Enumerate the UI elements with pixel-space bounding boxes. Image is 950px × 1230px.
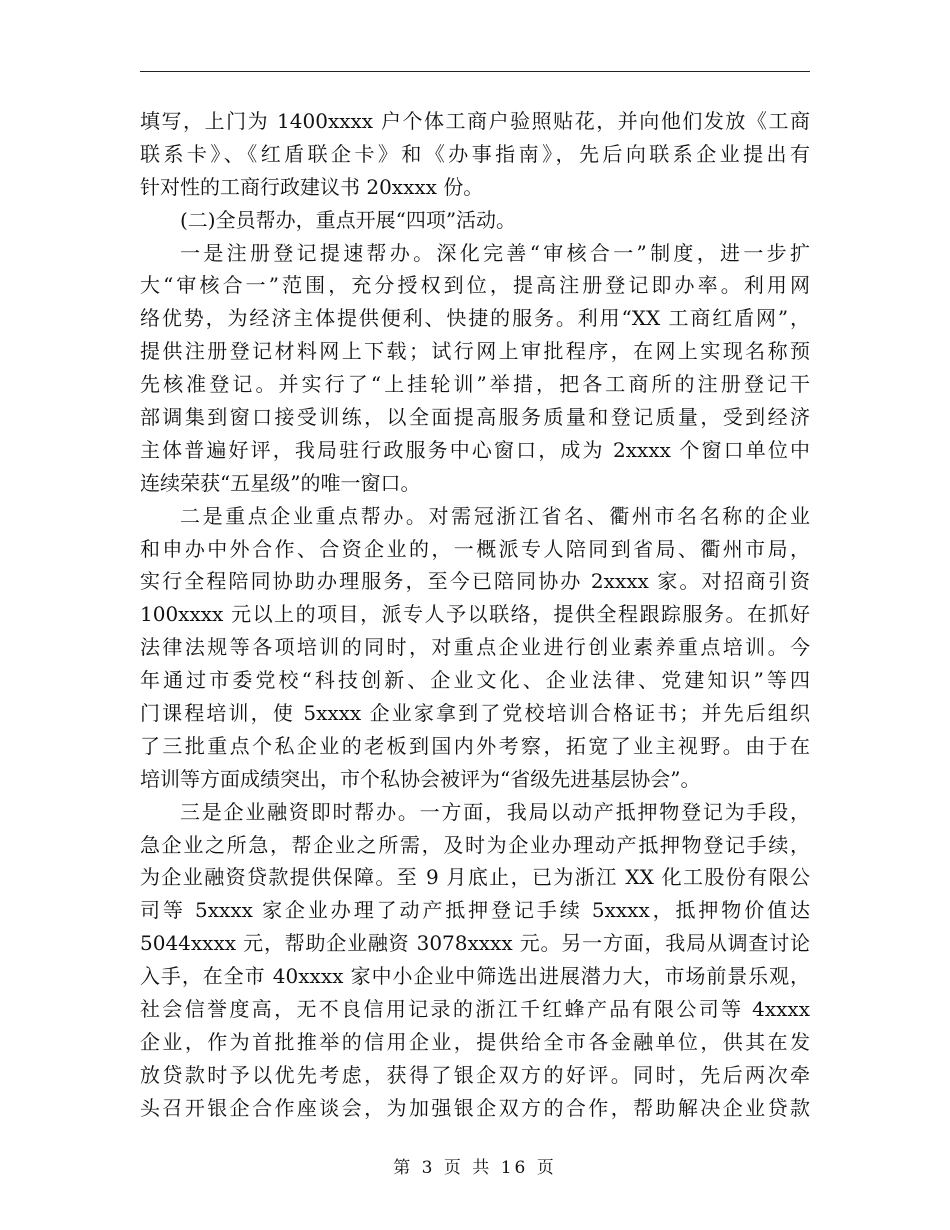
text-line: 了三批重点个私企业的老板到国内外考察，拓宽了业主视野。由于在 [140, 733, 810, 758]
text-line: 部调集到窗口接受训练，以全面提高服务质量和登记质量，受到经济 [140, 405, 810, 430]
paragraph-start: 三是企业融资即时帮办。一方面，我局以动产抵押物登记为手段， [180, 799, 810, 824]
text-line: 针对性的工商行政建议书 20xxxx 份。 [140, 174, 484, 199]
text-line: 企业，作为首批推举的信用企业，提供给全市各金融单位，供其在发 [140, 1029, 810, 1054]
text-line: 为企业融资贷款提供保障。至 9 月底止，已为浙江 XX 化工股份有限公 [140, 865, 810, 890]
text-line: 和申办中外合作、合资企业的，一概派专人陪同到省局、衢州市局， [140, 536, 810, 561]
text-line: 连续荣获“五星级”的唯一窗口。 [140, 470, 421, 495]
text-line: 法律法规等各项培训的同时，对重点企业进行创业素养重点培训。今 [140, 635, 810, 660]
text-line: 放贷款时予以优先考虑，获得了银企双方的好评。同时，先后两次牵 [140, 1062, 810, 1087]
text-line: 门课程培训，使 5xxxx 企业家拿到了党校培训合格证书；并先后组织 [140, 701, 810, 726]
text-line: 年通过市委党校“科技创新、企业文化、企业法律、党建知识”等四 [140, 668, 810, 693]
text-line: 络优势，为经济主体提供便利、快捷的服务。利用“XX 工商红盾网”， [140, 306, 810, 331]
section-heading: (二)全员帮办，重点开展“四项”活动。 [180, 207, 517, 232]
text-line: 100xxxx 元以上的项目，派专人予以联络，提供全程跟踪服务。在抓好 [140, 602, 810, 627]
header-rule [140, 71, 810, 72]
document-body [140, 105, 810, 1125]
text-line: 联系卡》、《红盾联企卡》和《办事指南》，先后向联系企业提出有 [140, 141, 810, 166]
text-line: 入手，在全市 40xxxx 家中小企业中筛选出进展潜力大，市场前景乐观， [140, 964, 810, 989]
paragraph-start: 二是重点企业重点帮办。对需冠浙江省名、衢州市名名称的企业 [180, 503, 810, 528]
text-line: 实行全程陪同协助办理服务，至今已陪同协办 2xxxx 家。对招商引资 [140, 569, 810, 594]
text-line: 头召开银企合作座谈会，为加强银企双方的合作，帮助解决企业贷款 [140, 1095, 810, 1120]
text-line: 5044xxxx 元，帮助企业融资 3078xxxx 元。另一方面，我局从调查讨论 [140, 931, 810, 956]
text-line: 先核准登记。并实行了“上挂轮训”举措，把各工商所的注册登记干 [140, 372, 810, 397]
text-line: 填写，上门为 1400xxxx 户个体工商户验照贴花，并向他们发放《工商 [140, 109, 810, 133]
text-line: 主体普遍好评，我局驻行政服务中心窗口，成为 2xxxx 个窗口单位中 [140, 437, 810, 462]
text-line: 社会信誉度高，无不良信用记录的浙江千红蜂产品有限公司等 4xxxx [140, 997, 810, 1022]
text-line: 急企业之所急，帮企业之所需，及时为企业办理动产抵押物登记手续， [140, 832, 810, 857]
text-line: 培训等方面成绩突出，市个私协会被评为“省级先进基层协会”。 [140, 766, 701, 791]
text-line: 大“审核合一”范围，充分授权到位，提高注册登记即办率。利用网 [140, 273, 810, 298]
paragraph-start: 一是注册登记提速帮办。深化完善“审核合一”制度，进一步扩 [180, 240, 810, 265]
page-number-footer: 第 3 页 共 16 页 [393, 1158, 557, 1178]
text-line: 司等 5xxxx 家企业办理了动产抵押登记手续 5xxxx，抵押物价值达 [140, 898, 810, 923]
text-line: 提供注册登记材料网上下载；试行网上审批程序，在网上实现名称预 [140, 339, 810, 364]
